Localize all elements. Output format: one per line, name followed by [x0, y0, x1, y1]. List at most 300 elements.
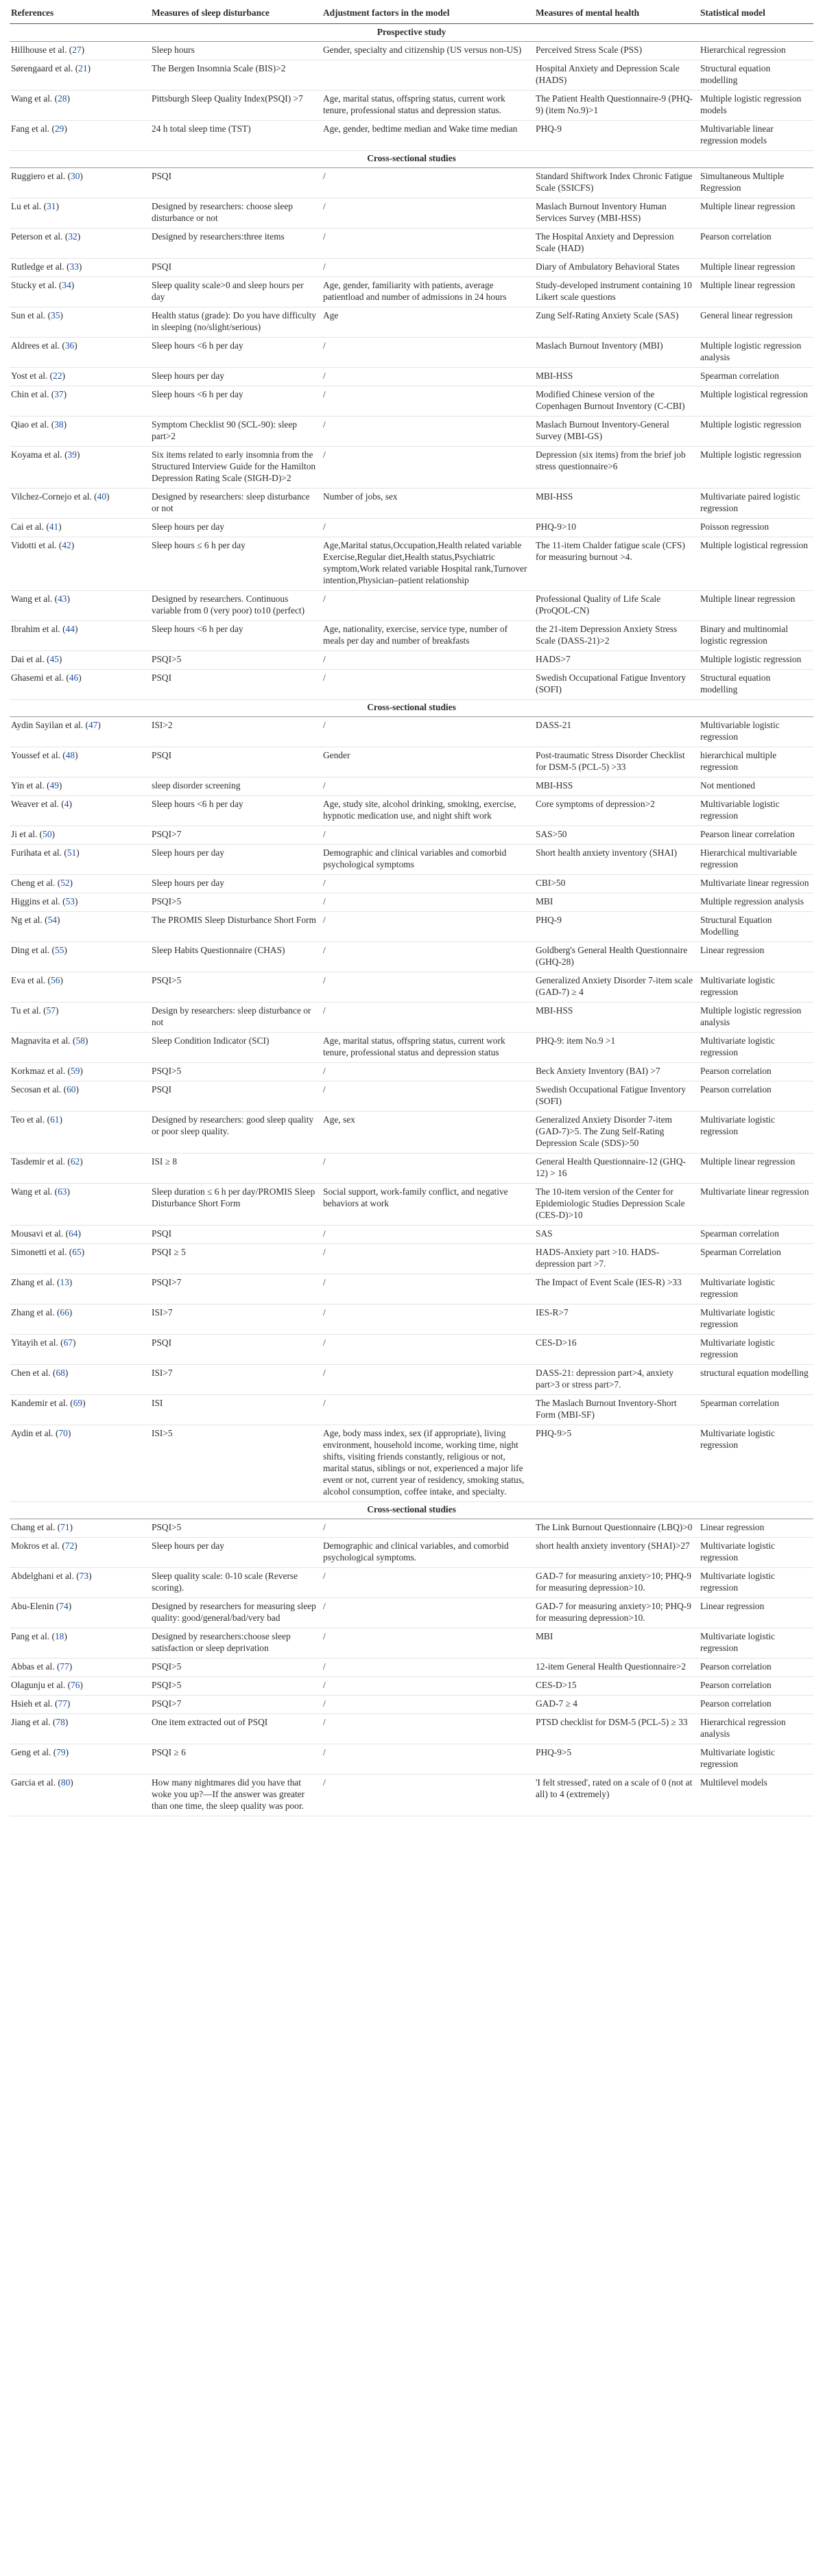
reference-number-link[interactable]: 78	[56, 1717, 65, 1727]
table-row	[10, 670, 813, 700]
table-body	[10, 24, 813, 1816]
cell-mental-health-measure: MBI-HSS	[534, 368, 699, 386]
cell-mental-health-measure: MBI	[534, 1628, 699, 1659]
table-row	[10, 1033, 813, 1063]
cell-statistical-model: Multiple regression analysis	[699, 893, 813, 912]
cell-sleep-measure: PSQI>5	[150, 1519, 322, 1538]
cell-reference: Eva et al. (56)	[10, 972, 150, 1003]
cell-statistical-model: Pearson correlation	[699, 1063, 813, 1081]
cell-mental-health-measure: MBI	[534, 893, 699, 912]
reference-number-link[interactable]: 47	[88, 720, 98, 730]
cell-sleep-measure: The PROMIS Sleep Disturbance Short Form	[150, 912, 322, 942]
cell-mental-health-measure: Swedish Occupational Fatigue Inventory (SOFI)	[534, 1081, 699, 1112]
cell-statistical-model: Multiple linear regression	[699, 591, 813, 621]
cell-adjustment-factors: /	[322, 1519, 534, 1538]
reference-author: Secosan et al.	[11, 1084, 62, 1094]
reference-number-link[interactable]: 31	[47, 201, 56, 211]
cell-sleep-measure: PSQI>7	[150, 1696, 322, 1714]
cell-adjustment-factors: /	[322, 1244, 534, 1274]
table-row	[10, 1598, 813, 1628]
reference-number-link[interactable]: 28	[58, 93, 67, 104]
reference-number-link[interactable]: 13	[60, 1277, 69, 1287]
reference-author: Youssef et al.	[11, 750, 60, 760]
cell-sleep-measure: ISI>5	[150, 1425, 322, 1502]
cell-adjustment-factors: /	[322, 447, 534, 489]
cell-mental-health-measure: CES-D>15	[534, 1677, 699, 1696]
cell-statistical-model: Spearman correlation	[699, 368, 813, 386]
cell-sleep-measure: PSQI>5	[150, 1659, 322, 1677]
table-row	[10, 1244, 813, 1274]
cell-adjustment-factors: Age, marital status, offspring status, current work tenure, professional status and depression status.	[322, 91, 534, 121]
reference-number-link[interactable]: 62	[70, 1156, 80, 1167]
table-row	[10, 417, 813, 447]
table-row	[10, 1714, 813, 1744]
cell-reference: Teo et al. (61)	[10, 1112, 150, 1154]
cell-reference: Ibrahim et al. (44)	[10, 621, 150, 651]
cell-reference: Chang et al. (71)	[10, 1519, 150, 1538]
reference-number-link[interactable]: 79	[56, 1747, 66, 1757]
section-header-row	[10, 151, 813, 168]
table-row	[10, 1677, 813, 1696]
cell-adjustment-factors: /	[322, 1598, 534, 1628]
cell-mental-health-measure: Perceived Stress Scale (PSS)	[534, 42, 699, 60]
reference-author: Peterson et al.	[11, 231, 63, 242]
cell-statistical-model: Not mentioned	[699, 777, 813, 796]
cell-reference: Cheng et al. (52)	[10, 875, 150, 893]
studies-table	[10, 5, 813, 1816]
cell-reference: Wang et al. (43)	[10, 591, 150, 621]
cell-statistical-model: Spearman correlation	[699, 1226, 813, 1244]
reference-number-link[interactable]: 44	[65, 624, 75, 634]
cell-reference: Simonetti et al. (65)	[10, 1244, 150, 1274]
table-row	[10, 1696, 813, 1714]
cell-statistical-model: Multivariate logistic regression	[699, 1274, 813, 1304]
cell-reference: Zhang et al. (66)	[10, 1304, 150, 1335]
cell-sleep-measure: Sleep hours per day	[150, 1538, 322, 1568]
reference-number-link[interactable]: 52	[60, 878, 70, 888]
cell-reference: Abdelghani et al. (73)	[10, 1568, 150, 1598]
cell-statistical-model: Multivariate logistic regression	[699, 972, 813, 1003]
cell-mental-health-measure: The 11-item Chalder fatigue scale (CFS) for measuring burnout >4.	[534, 537, 699, 591]
cell-reference: Ruggiero et al. (30)	[10, 168, 150, 198]
reference-author: Hillhouse et al.	[11, 45, 67, 55]
reference-author: Eva et al.	[11, 975, 46, 985]
reference-number-link[interactable]: 36	[64, 340, 75, 351]
reference-number-link[interactable]: 54	[47, 915, 57, 925]
cell-sleep-measure: Sleep quality scale: 0-10 scale (Reverse scoring).	[150, 1568, 322, 1598]
cell-statistical-model: Structural Equation Modelling	[699, 912, 813, 942]
cell-adjustment-factors: Age, sex	[322, 1112, 534, 1154]
table-row	[10, 912, 813, 942]
cell-sleep-measure: PSQI	[150, 259, 322, 277]
cell-statistical-model: Hierarchical regression analysis	[699, 1714, 813, 1744]
reference-number-link[interactable]: 38	[54, 419, 64, 430]
cell-statistical-model: Linear regression	[699, 942, 813, 972]
cell-mental-health-measure: The Maslach Burnout Inventory-Short Form (MBI-SF)	[534, 1395, 699, 1425]
reference-author: Tasdemir et al.	[11, 1156, 66, 1167]
cell-sleep-measure: Designed by researchers:three items	[150, 229, 322, 259]
cell-statistical-model: Multivariate logistic regression	[699, 1304, 813, 1335]
cell-mental-health-measure: Study-developed instrument containing 10 Likert scale questions	[534, 277, 699, 307]
cell-reference: Abbas et al. (77)	[10, 1659, 150, 1677]
cell-sleep-measure: Sleep hours <6 h per day	[150, 796, 322, 826]
table-row	[10, 1184, 813, 1226]
cell-statistical-model: Multiple logistical regression	[699, 386, 813, 417]
reference-number-link[interactable]: 4	[64, 799, 69, 809]
cell-mental-health-measure: Short health anxiety inventory (SHAI)	[534, 845, 699, 875]
cell-mental-health-measure: General Health Questionnaire-12 (GHQ-12) > 16	[534, 1154, 699, 1184]
cell-mental-health-measure: Hospital Anxiety and Depression Scale (HADS)	[534, 60, 699, 91]
reference-author: Lu et al.	[11, 201, 42, 211]
reference-number-link[interactable]: 73	[79, 1571, 89, 1581]
cell-sleep-measure: Designed by researchers: good sleep quality or poor sleep quality.	[150, 1112, 322, 1154]
cell-adjustment-factors: /	[322, 1063, 534, 1081]
reference-number-link[interactable]: 27	[72, 45, 82, 55]
cell-adjustment-factors: /	[322, 893, 534, 912]
cell-reference: Koyama et al. (39)	[10, 447, 150, 489]
cell-reference: Lu et al. (31)	[10, 198, 150, 229]
cell-mental-health-measure: Standard Shiftwork Index Chronic Fatigue Scale (SSICFS)	[534, 168, 699, 198]
cell-mental-health-measure: short health anxiety inventory (SHAI)>27	[534, 1538, 699, 1568]
reference-number-link[interactable]: 61	[50, 1114, 60, 1125]
cell-adjustment-factors: /	[322, 591, 534, 621]
reference-author: Fang et al.	[11, 124, 50, 134]
reference-number-link[interactable]: 49	[49, 780, 59, 791]
cell-adjustment-factors: /	[322, 912, 534, 942]
reference-number-link[interactable]: 74	[59, 1601, 69, 1611]
cell-mental-health-measure: PHQ-9>5	[534, 1744, 699, 1775]
cell-statistical-model: Structural equation modelling	[699, 60, 813, 91]
cell-sleep-measure: PSQI	[150, 1335, 322, 1365]
cell-reference: Furihata et al. (51)	[10, 845, 150, 875]
header-adjustment-factors: Adjustment factors in the model	[322, 5, 534, 24]
reference-number-link[interactable]: 56	[51, 975, 60, 985]
reference-number-link[interactable]: 77	[60, 1661, 69, 1672]
reference-author: Furihata et al.	[11, 847, 62, 858]
reference-number-link[interactable]: 21	[78, 63, 88, 73]
cell-sleep-measure: Designed by researchers:choose sleep satisfaction or sleep deprivation	[150, 1628, 322, 1659]
cell-mental-health-measure: Modified Chinese version of the Copenhagen Burnout Inventory (C-CBI)	[534, 386, 699, 417]
table-row	[10, 717, 813, 747]
reference-author: Yin et al.	[11, 780, 45, 791]
reference-number-link[interactable]: 72	[64, 1541, 75, 1551]
cell-mental-health-measure: The Impact of Event Scale (IES-R) >33	[534, 1274, 699, 1304]
reference-number-link[interactable]: 64	[69, 1228, 78, 1239]
table-row	[10, 1659, 813, 1677]
table-row	[10, 1744, 813, 1775]
table-row	[10, 42, 813, 60]
cell-adjustment-factors: Demographic and clinical variables and comorbid psychological symptoms	[322, 845, 534, 875]
table-row	[10, 1425, 813, 1502]
reference-number-link[interactable]: 30	[71, 171, 80, 181]
section-title: Prospective study	[10, 24, 813, 42]
reference-number-link[interactable]: 70	[58, 1428, 68, 1438]
reference-author: Weaver et al.	[11, 799, 59, 809]
reference-number-link[interactable]: 77	[58, 1698, 67, 1709]
cell-reference: Fang et al. (29)	[10, 121, 150, 151]
reference-number-link[interactable]: 43	[58, 594, 67, 604]
cell-sleep-measure: PSQI>7	[150, 826, 322, 845]
cell-adjustment-factors: Age, body mass index, sex (if appropriate), living environment, household income, working time, night shifts, visiting friends constantly, religious or not, marital status, siblings or not, experienced a major life event or not, current year of residency, smoking status, alcohol consumption, coffee intake, and specialty.	[322, 1425, 534, 1502]
cell-mental-health-measure: 'I felt stressed', rated on a scale of 0 (not at all) to 4 (extremely)	[534, 1775, 699, 1816]
cell-statistical-model: Linear regression	[699, 1598, 813, 1628]
table-row	[10, 259, 813, 277]
reference-author: Vilchez-Cornejo et al.	[11, 491, 92, 502]
cell-mental-health-measure: HADS>7	[534, 651, 699, 670]
reference-author: Mousavi et al.	[11, 1228, 64, 1239]
reference-number-link[interactable]: 66	[60, 1307, 69, 1318]
cell-reference: Garcia et al. (80)	[10, 1775, 150, 1816]
reference-author: Magnavita et al.	[11, 1035, 71, 1046]
reference-number-link[interactable]: 40	[97, 491, 107, 502]
cell-reference: Ding et al. (55)	[10, 942, 150, 972]
reference-number-link[interactable]: 37	[54, 389, 64, 399]
cell-mental-health-measure: MBI-HSS	[534, 777, 699, 796]
cell-mental-health-measure: Post-traumatic Stress Disorder Checklist for DSM-5 (PCL-5) >33	[534, 747, 699, 777]
reference-author: Rutledge et al.	[11, 261, 64, 272]
cell-sleep-measure: PSQI ≥ 6	[150, 1744, 322, 1775]
cell-mental-health-measure: PHQ-9>10	[534, 519, 699, 537]
reference-number-link[interactable]: 71	[60, 1522, 70, 1532]
reference-number-link[interactable]: 39	[67, 449, 77, 460]
table-row	[10, 1063, 813, 1081]
cell-mental-health-measure: Zung Self-Rating Anxiety Scale (SAS)	[534, 307, 699, 338]
table-row	[10, 447, 813, 489]
cell-reference: Zhang et al. (13)	[10, 1274, 150, 1304]
reference-number-link[interactable]: 51	[67, 847, 77, 858]
cell-adjustment-factors: Gender, specialty and citizenship (US versus non-US)	[322, 42, 534, 60]
cell-adjustment-factors: /	[322, 972, 534, 1003]
cell-sleep-measure: Sleep Habits Questionnaire (CHAS)	[150, 942, 322, 972]
cell-statistical-model: Multivariable linear regression models	[699, 121, 813, 151]
reference-number-link[interactable]: 29	[54, 124, 64, 134]
cell-sleep-measure: PSQI>5	[150, 1677, 322, 1696]
cell-sleep-measure: sleep disorder screening	[150, 777, 322, 796]
reference-number-link[interactable]: 32	[68, 231, 77, 242]
cell-reference: Secosan et al. (60)	[10, 1081, 150, 1112]
reference-number-link[interactable]: 35	[51, 310, 60, 320]
cell-adjustment-factors: Social support, work-family conflict, and negative behaviors at work	[322, 1184, 534, 1226]
cell-adjustment-factors	[322, 60, 534, 91]
cell-reference: Tasdemir et al. (62)	[10, 1154, 150, 1184]
cell-adjustment-factors: /	[322, 875, 534, 893]
cell-adjustment-factors: /	[322, 1775, 534, 1816]
cell-adjustment-factors: Gender	[322, 747, 534, 777]
cell-adjustment-factors: /	[322, 1659, 534, 1677]
cell-adjustment-factors: Number of jobs, sex	[322, 489, 534, 519]
reference-number-link[interactable]: 18	[54, 1631, 64, 1641]
cell-adjustment-factors: /	[322, 1628, 534, 1659]
cell-mental-health-measure: GAD-7 for measuring anxiety>10; PHQ-9 for measuring depression>10.	[534, 1568, 699, 1598]
table-row	[10, 307, 813, 338]
cell-statistical-model: Multivariate paired logistic regression	[699, 489, 813, 519]
reference-number-link[interactable]: 48	[65, 750, 75, 760]
cell-adjustment-factors: Age, gender, familiarity with patients, average patientload and number of admissions in 24 hours	[322, 277, 534, 307]
cell-mental-health-measure: Depression (six items) from the brief job stress questionnaire>6	[534, 447, 699, 489]
cell-adjustment-factors: Age	[322, 307, 534, 338]
cell-statistical-model: Multivariate linear regression	[699, 1184, 813, 1226]
cell-mental-health-measure: PHQ-9	[534, 121, 699, 151]
cell-reference: Peterson et al. (32)	[10, 229, 150, 259]
cell-reference: Cai et al. (41)	[10, 519, 150, 537]
reference-author: Higgins et al.	[11, 896, 60, 906]
cell-statistical-model: Multiple logistic regression models	[699, 91, 813, 121]
reference-number-link[interactable]: 42	[62, 540, 71, 550]
cell-sleep-measure: ISI	[150, 1395, 322, 1425]
section-title: Cross-sectional studies	[10, 151, 813, 168]
cell-sleep-measure: Sleep hours per day	[150, 519, 322, 537]
cell-statistical-model: Multiple linear regression	[699, 1154, 813, 1184]
reference-number-link[interactable]: 67	[63, 1337, 73, 1348]
reference-number-link[interactable]: 34	[62, 280, 71, 290]
cell-statistical-model: Multiple logistic regression analysis	[699, 1003, 813, 1033]
reference-number-link[interactable]: 55	[54, 945, 64, 955]
cell-adjustment-factors: /	[322, 1714, 534, 1744]
cell-reference: Aydin Sayilan et al. (47)	[10, 717, 150, 747]
cell-reference: Aldrees et al. (36)	[10, 338, 150, 368]
cell-reference: Ji et al. (50)	[10, 826, 150, 845]
reference-number-link[interactable]: 58	[75, 1035, 85, 1046]
reference-author: Kandemir et al.	[11, 1398, 68, 1408]
cell-sleep-measure: Health status (grade): Do you have difficulty in sleeping (no/slight/serious)	[150, 307, 322, 338]
table-row	[10, 893, 813, 912]
reference-author: Olagunju et al.	[11, 1680, 66, 1690]
reference-number-link[interactable]: 80	[60, 1777, 71, 1788]
cell-adjustment-factors: /	[322, 417, 534, 447]
table-row	[10, 1304, 813, 1335]
section-header-row	[10, 700, 813, 717]
cell-adjustment-factors: /	[322, 1365, 534, 1395]
reference-number-link[interactable]: 68	[56, 1368, 65, 1378]
cell-mental-health-measure: PHQ-9	[534, 912, 699, 942]
reference-number-link[interactable]: 46	[69, 672, 79, 683]
cell-adjustment-factors: Age, study site, alcohol drinking, smoking, exercise, hypnotic medication use, and night shift work	[322, 796, 534, 826]
cell-reference: Rutledge et al. (33)	[10, 259, 150, 277]
reference-number-link[interactable]: 63	[58, 1186, 67, 1197]
cell-statistical-model: hierarchical multiple regression	[699, 747, 813, 777]
header-sleep-measures: Measures of sleep disturbance	[150, 5, 322, 24]
table-row	[10, 747, 813, 777]
cell-adjustment-factors: /	[322, 1335, 534, 1365]
cell-reference: Olagunju et al. (76)	[10, 1677, 150, 1696]
cell-sleep-measure: Design by researchers: sleep disturbance or not	[150, 1003, 322, 1033]
table-row	[10, 591, 813, 621]
cell-adjustment-factors: /	[322, 1744, 534, 1775]
cell-mental-health-measure: The Link Burnout Questionnaire (LBQ)>0	[534, 1519, 699, 1538]
cell-mental-health-measure: Swedish Occupational Fatigue Inventory (SOFI)	[534, 670, 699, 700]
header-references: References	[10, 5, 150, 24]
cell-statistical-model: Multivariate linear regression	[699, 875, 813, 893]
table-row	[10, 1519, 813, 1538]
reference-number-link[interactable]: 22	[53, 371, 62, 381]
cell-sleep-measure: PSQI	[150, 670, 322, 700]
reference-author: Wang et al.	[11, 93, 53, 104]
cell-reference: Korkmaz et al. (59)	[10, 1063, 150, 1081]
cell-sleep-measure: Sleep hours per day	[150, 368, 322, 386]
cell-mental-health-measure: SAS>50	[534, 826, 699, 845]
cell-adjustment-factors: /	[322, 1226, 534, 1244]
table-row	[10, 1395, 813, 1425]
reference-number-link[interactable]: 53	[65, 896, 75, 906]
cell-adjustment-factors: /	[322, 1274, 534, 1304]
table-row	[10, 91, 813, 121]
reference-author: Chin et al.	[11, 389, 49, 399]
cell-sleep-measure: Sleep hours <6 h per day	[150, 386, 322, 417]
header-mental-health-measures: Measures of mental health	[534, 5, 699, 24]
reference-number-link[interactable]: 45	[49, 654, 59, 664]
cell-mental-health-measure: Maslach Burnout Inventory (MBI)	[534, 338, 699, 368]
cell-sleep-measure: PSQI	[150, 1226, 322, 1244]
cell-statistical-model: Multiple logistic regression	[699, 417, 813, 447]
table-row	[10, 826, 813, 845]
cell-sleep-measure: PSQI	[150, 1081, 322, 1112]
reference-number-link[interactable]: 69	[73, 1398, 83, 1408]
cell-sleep-measure: PSQI ≥ 5	[150, 1244, 322, 1274]
table-row	[10, 942, 813, 972]
cell-statistical-model: Multiple linear regression	[699, 198, 813, 229]
cell-mental-health-measure: MBI-HSS	[534, 489, 699, 519]
reference-number-link[interactable]: 33	[69, 261, 79, 272]
cell-statistical-model: Multiple logistic regression analysis	[699, 338, 813, 368]
table-row	[10, 1775, 813, 1816]
reference-author: Aydin Sayilan et al.	[11, 720, 84, 730]
cell-mental-health-measure: Maslach Burnout Inventory Human Services Survey (MBI-HSS)	[534, 198, 699, 229]
cell-adjustment-factors: /	[322, 386, 534, 417]
table-row	[10, 338, 813, 368]
cell-adjustment-factors: /	[322, 1568, 534, 1598]
cell-adjustment-factors: Age, marital status, offspring status, current work tenure, professional status and depression status	[322, 1033, 534, 1063]
cell-reference: Sørengaard et al. (21)	[10, 60, 150, 91]
cell-reference: Youssef et al. (48)	[10, 747, 150, 777]
reference-number-link[interactable]: 57	[46, 1005, 56, 1016]
cell-sleep-measure: Pittsburgh Sleep Quality Index(PSQI) >7	[150, 91, 322, 121]
cell-mental-health-measure: Goldberg's General Health Questionnaire (GHQ-28)	[534, 942, 699, 972]
reference-number-link[interactable]: 50	[43, 829, 52, 839]
cell-adjustment-factors: /	[322, 519, 534, 537]
reference-author: Pang et al.	[11, 1631, 50, 1641]
reference-number-link[interactable]: 65	[72, 1247, 82, 1257]
cell-reference: Wang et al. (63)	[10, 1184, 150, 1226]
reference-number-link[interactable]: 59	[71, 1066, 80, 1076]
reference-number-link[interactable]: 60	[67, 1084, 76, 1094]
section-title: Cross-sectional studies	[10, 700, 813, 717]
cell-statistical-model: Pearson correlation	[699, 229, 813, 259]
cell-adjustment-factors: /	[322, 168, 534, 198]
reference-number-link[interactable]: 76	[71, 1680, 80, 1690]
table-row	[10, 1568, 813, 1598]
reference-author: Zhang et al.	[11, 1277, 55, 1287]
cell-reference: Pang et al. (18)	[10, 1628, 150, 1659]
table-row	[10, 1538, 813, 1568]
cell-statistical-model: Pearson correlation	[699, 1659, 813, 1677]
reference-number-link[interactable]: 41	[49, 522, 59, 532]
cell-adjustment-factors: /	[322, 1304, 534, 1335]
cell-statistical-model: Simultaneous Multiple Regression	[699, 168, 813, 198]
cell-adjustment-factors: /	[322, 1395, 534, 1425]
cell-adjustment-factors: /	[322, 229, 534, 259]
cell-reference: Vidotti et al. (42)	[10, 537, 150, 591]
table-row	[10, 1003, 813, 1033]
reference-author: Koyama et al.	[11, 449, 62, 460]
cell-sleep-measure: How many nightmares did you have that woke you up?—If the answer was greater than one time, the sleep quality was poor.	[150, 1775, 322, 1816]
cell-sleep-measure: Designed by researchers: choose sleep disturbance or not	[150, 198, 322, 229]
table-row	[10, 845, 813, 875]
cell-sleep-measure: Sleep Condition Indicator (SCI)	[150, 1033, 322, 1063]
cell-adjustment-factors: /	[322, 826, 534, 845]
cell-mental-health-measure: The Hospital Anxiety and Depression Scale (HAD)	[534, 229, 699, 259]
cell-mental-health-measure: GAD-7 for measuring anxiety>10; PHQ-9 for measuring depression>10.	[534, 1598, 699, 1628]
cell-statistical-model: Multivariate logistic regression	[699, 1628, 813, 1659]
